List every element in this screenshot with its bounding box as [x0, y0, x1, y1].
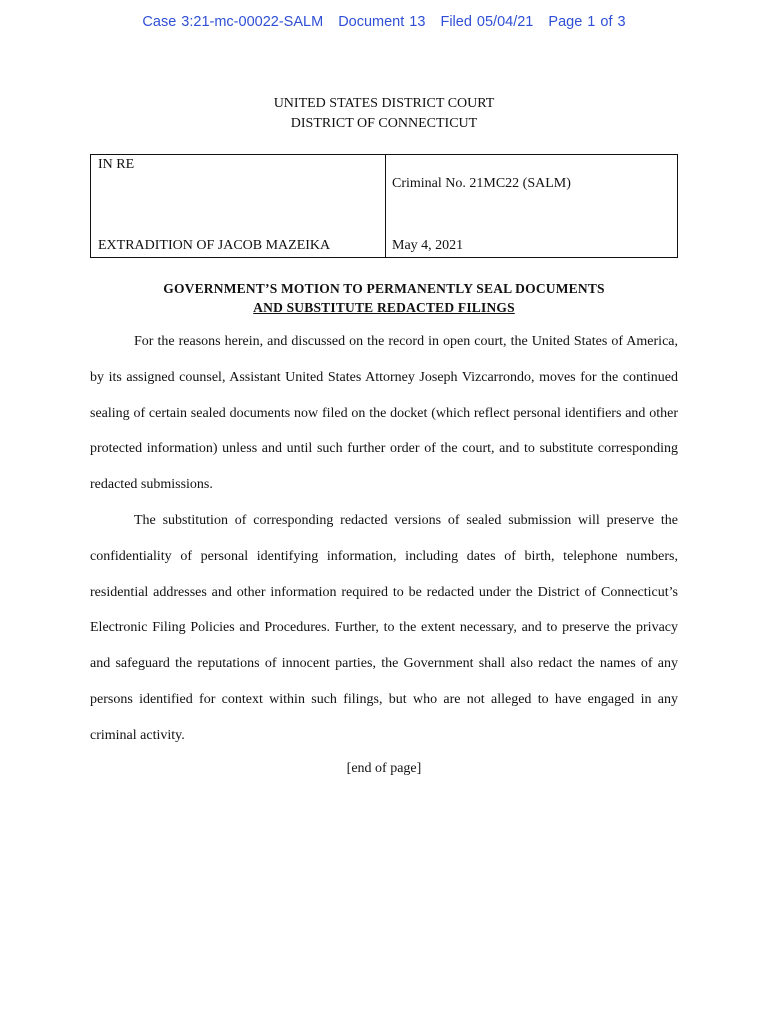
case-number-stamp: Case 3:21-mc-00022-SALM: [142, 14, 324, 30]
caption-date: May 4, 2021: [392, 238, 464, 253]
page-count-stamp: Page 1 of 3: [548, 14, 626, 30]
case-caption-table: [90, 154, 678, 258]
motion-title-line-1: GOVERNMENT’S MOTION TO PERMANENTLY SEAL DOCUMENTS: [163, 281, 605, 296]
caption-case-number: Criminal No. 21MC22 (SALM): [392, 176, 571, 191]
court-district: DISTRICT OF CONNECTICUT: [290, 116, 478, 131]
end-of-page-marker: [end of page]: [346, 761, 422, 776]
body-paragraph-2: The substitution of corresponding redacted versions of sealed submission will preserve the confidentiality of personal identifying information, including dates of birth, telephone numbers, residential addresses and other information required to be redacted under the District of Connecticut’s Electronic Filing Policies and Procedures. Further, to the extent necessary, and to preserve the privacy and safeguard the reputations of innocent parties, the Government shall also redact the names of any persons identified for context within such filings, but who are not alleged to have engaged in any criminal activity.: [90, 512, 678, 743]
court-heading: [0, 94, 768, 134]
document-number-stamp: Document 13: [338, 14, 426, 30]
caption-party-cell: [91, 155, 386, 257]
filed-date-stamp: Filed 05/04/21: [440, 14, 534, 30]
motion-body: [90, 324, 678, 754]
motion-title: [0, 279, 768, 317]
court-name: UNITED STATES DISTRICT COURT: [273, 96, 495, 111]
body-paragraph-1: For the reasons herein, and discussed on the record in open court, the United States of America, by its assigned counsel, Assistant United States Attorney Joseph Vizcarrondo, moves for the continued sealing of certain sealed documents now filed on the docket (which reflect personal identifiers and other protected information) unless and until such further order of the court, and to substitute corresponding redacted submissions.: [90, 334, 678, 493]
caption-party-name: EXTRADITION OF JACOB MAZEIKA: [98, 238, 331, 253]
caption-in-re: IN RE: [98, 157, 135, 172]
motion-title-line-2: AND SUBSTITUTE REDACTED FILINGS: [253, 300, 515, 315]
caption-docket-cell: [386, 155, 677, 257]
ecf-filing-header: [0, 14, 768, 30]
